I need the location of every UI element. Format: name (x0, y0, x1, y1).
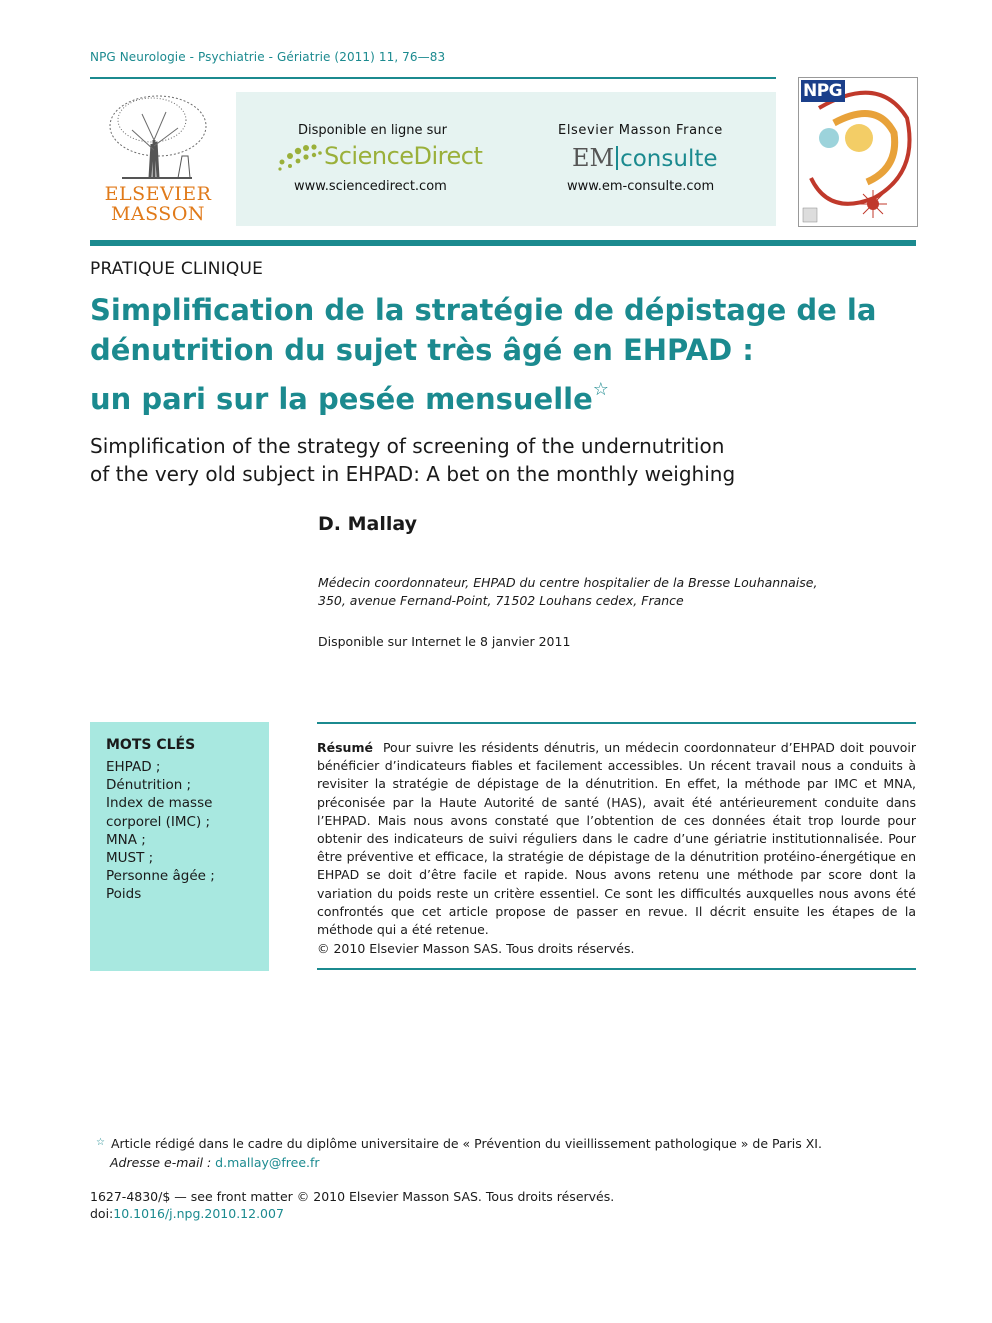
email-label: Adresse e-mail : (110, 1155, 212, 1170)
emconsulte-logo: EM consulte (572, 144, 718, 172)
abstract-bottom-rule (317, 968, 916, 970)
keywords-title: MOTS CLÉS (106, 737, 196, 753)
title-en-line-2: of the very old subject in EHPAD: A bet on the monthly weighing (90, 462, 736, 486)
available-online-date: Disponible sur Internet le 8 janvier 2011 (318, 634, 571, 649)
author-affiliation: Médecin coordonnateur, EHPAD du centre hospitalier de la Bresse Louhannaise, 350, avenue Fernand-Point, 71502 Louhans cedex, France (318, 575, 818, 608)
title-en-line-1: Simplification of the strategy of screening of the undernutrition (90, 434, 725, 458)
title-fr-line-1: Simplification de la stratégie de dépistage de la (90, 293, 877, 327)
keyword-item: Dénutrition ; (106, 777, 192, 794)
footnote-star-icon: ☆ (96, 1137, 105, 1148)
keyword-item: EHPAD ; (106, 759, 161, 775)
sciencedirect-dots-icon (276, 142, 324, 172)
sciencedirect-logo: ScienceDirect (324, 142, 483, 170)
emconsulte-url[interactable]: www.em-consulte.com (567, 179, 715, 194)
abstract-text: Pour suivre les résidents dénutris, un médecin coordonnateur d’EHPAD doit pouvoir bénéficier d’indicateurs fiables et facilement accessibles. Un récent travail nous a conduits à revisiter la stratégie de dépistage de la dénutrition. En effet, la méthode par IMC et MNA, préconisée par la Haute Autorité de santé (HAS), avait été antérieurement conduite dans l’EHPAD. Mais nous avons constaté que l’obtention de ces données était trop lourde pour obtenir des indicateurs de suivi réguliers dans le cadre d’une gériatrie institutionnalisée. Pour être préventive et efficace, la stratégie de dépistage de la dénutrition protéino-énergétique en EHPAD se doit d’être facile et rapide. Nous avons retenu une méthode par score dont la variation du poids reste un critère essentiel. Ce sont les difficultés auxquelles nous avons été confrontés que cet article propose de passer en revue. Il décrit ensuite les étapes de la méthode qui a été retenue. (317, 740, 916, 938)
elsevier-tree-icon (92, 90, 224, 182)
keywords-list (106, 758, 266, 904)
emconsulte-label: Elsevier Masson France (558, 123, 723, 138)
keyword-item: Personne âgée ; (106, 868, 215, 885)
keyword-item: MUST ; (106, 850, 154, 867)
header-divider (90, 77, 776, 79)
keyword-item: MNA ; (106, 831, 146, 848)
article-title-en (90, 432, 850, 488)
abstract-copyright: © 2010 Elsevier Masson SAS. Tous droits réservés. (317, 941, 635, 956)
section-label: PRATIQUE CLINIQUE (90, 259, 264, 279)
issn-line: 1627-4830/$ — see front matter © 2010 Elsevier Masson SAS. Tous droits réservés. (90, 1189, 615, 1204)
header-thick-divider (90, 240, 916, 246)
elsevier-masson-wordmark: ELSEVIER MASSON (104, 183, 212, 225)
sciencedirect-url[interactable]: www.sciencedirect.com (294, 179, 447, 194)
abstract-lead: Résumé (317, 740, 373, 755)
keyword-item: Index de masse corporel (IMC) ; (106, 795, 213, 830)
elsevier-masson-logo (92, 90, 224, 230)
article-title-fr (90, 290, 890, 419)
cover-npg-badge: NPG (803, 81, 843, 101)
platform-banner (236, 92, 776, 226)
footnote-text: Article rédigé dans le cadre du diplôme universitaire de « Prévention du vieillissement pathologique » de Paris XI. (110, 1136, 822, 1151)
author-name: D. Mallay (318, 513, 417, 535)
doi-line: doi:10.1016/j.npg.2010.12.007 (90, 1206, 284, 1221)
journal-cover (798, 77, 918, 227)
title-fr-line-2: dénutrition du sujet très âgé en EHPAD : (90, 333, 754, 367)
abstract-body (317, 739, 916, 939)
journal-reference: NPG Neurologie - Psychiatrie - Gériatrie (2011) 11, 76—83 (90, 50, 446, 64)
title-fr-line-3: un pari sur la pesée mensuelle☆ (90, 379, 609, 416)
abstract-top-rule (317, 722, 916, 724)
keyword-item: Poids (106, 886, 142, 903)
footnote (96, 1133, 916, 1172)
sciencedirect-available-label: Disponible en ligne sur (298, 123, 448, 138)
doi-link[interactable]: 10.1016/j.npg.2010.12.007 (113, 1206, 284, 1221)
title-footnote-star-icon[interactable]: ☆ (592, 379, 609, 400)
author-email-link[interactable]: d.mallay@free.fr (215, 1155, 320, 1170)
keywords-box (90, 722, 269, 971)
